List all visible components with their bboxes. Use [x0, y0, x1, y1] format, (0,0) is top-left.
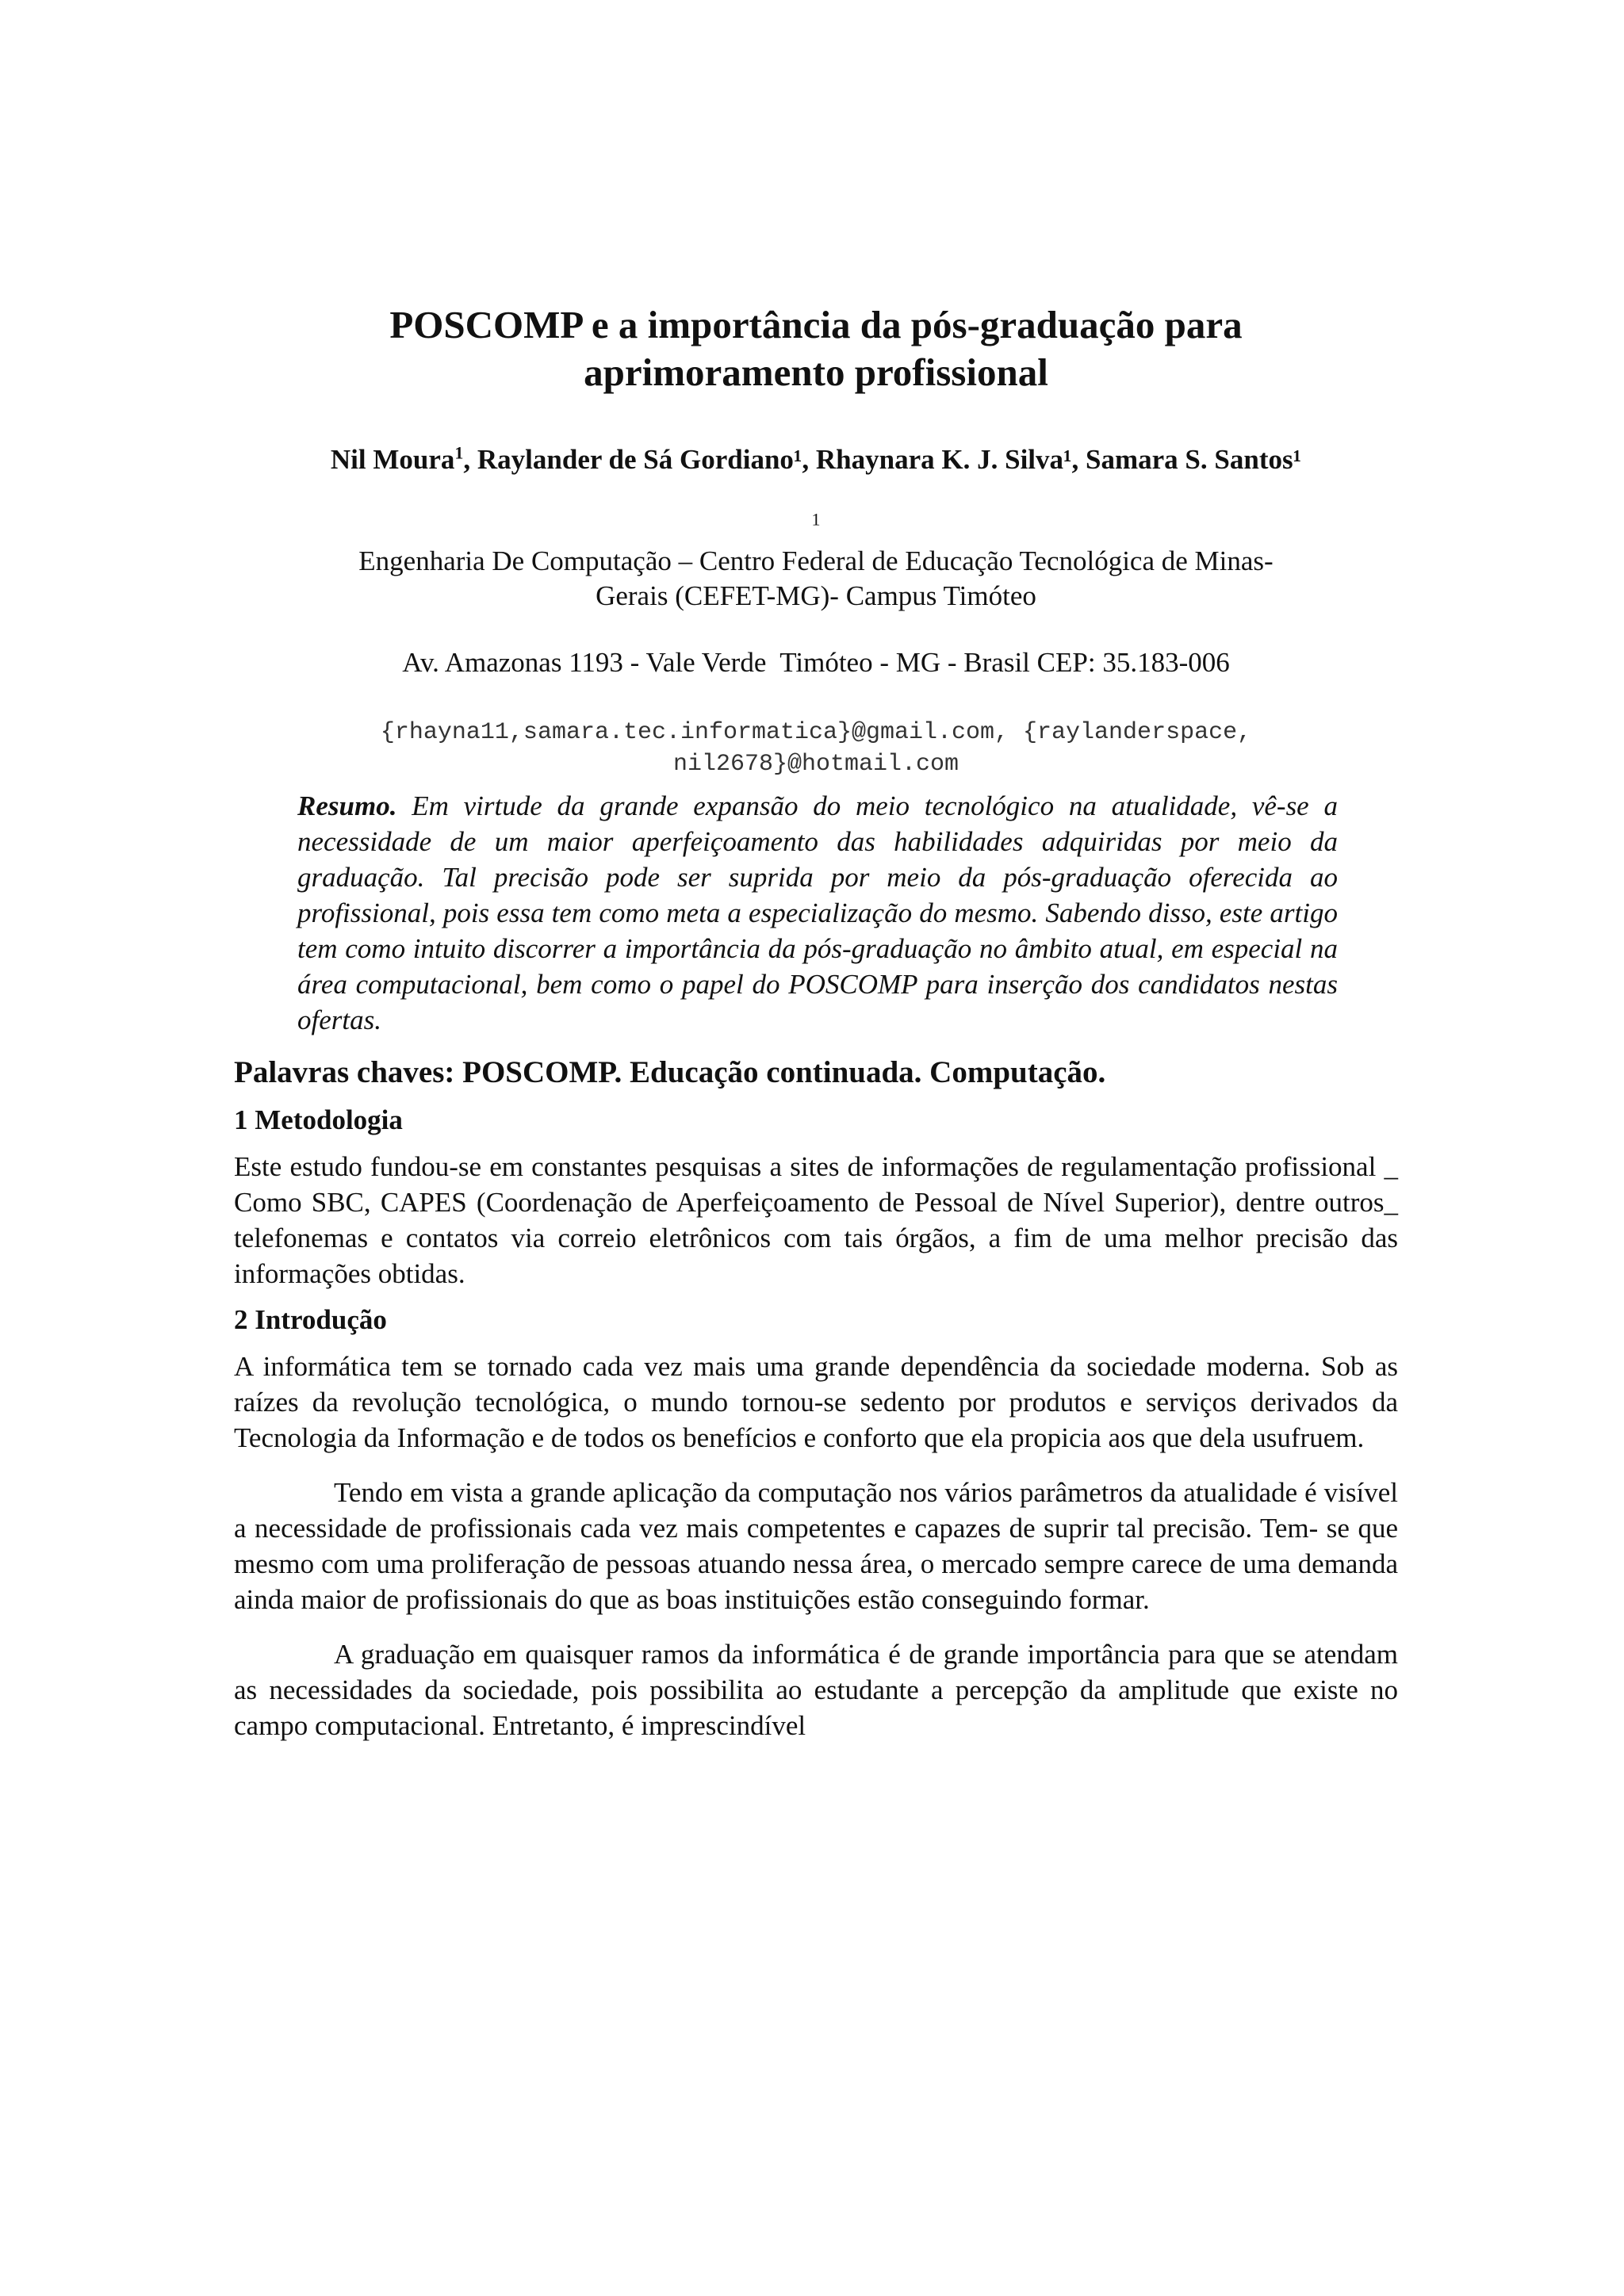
affiliation-line-2: Gerais (CEFET-MG)- Campus Timóteo [596, 580, 1036, 611]
title-line-2: aprimoramento profissional [584, 350, 1048, 394]
page-content [234, 301, 1398, 1743]
paragraph-metodologia-1: Este estudo fundou-se em constantes pesquisas a sites de informações de regulamentação profissional _ Como SBC, CAPES (Coordenação de Aperfeiçoamento de Pessoal de Nível Superior), dentre outros_ telefonemas e contatos via correio eletrônicos com tais órgãos, a fim de uma melhor precisão das informações obtidas. [234, 1151, 1398, 1289]
section-heading-metodologia: 1 Metodologia [234, 1104, 403, 1135]
email-line-1: {rhayna11,samara.tec.informatica}@gmail.com, {raylanderspace, [380, 719, 1252, 746]
title-line-1: POSCOMP e a importância da pós-graduação para [389, 303, 1243, 346]
affiliation-line-1-text: Engenharia De Computação – Centro Federal de Educação Tecnológica de Minas- [358, 545, 1274, 576]
affiliation [234, 509, 1398, 614]
abstract-label: Resumo. [297, 790, 397, 821]
author-first-affil-mark: 1 [454, 442, 464, 463]
section-heading-introducao: 2 Introdução [234, 1304, 387, 1335]
author-first: Nil Moura [330, 444, 455, 475]
abstract-text: Em virtude da grande expansão do meio tecnológico na atualidade, vê-se a necessidade de um maior aperfeiçoamento das habilidades adquiridas por meio da graduação. Tal precisão pode ser suprida por meio da pós-graduação oferecida ao profissional, pois essa tem como meta a especialização do mesmo. Sabendo disso, este artigo tem como intuito discorrer a importância da pós-graduação no âmbito atual, em especial na área computacional, bem como o papel do POSCOMP para inserção dos candidatos nestas ofertas. [297, 790, 1338, 1035]
email-list [234, 717, 1398, 780]
paper-title [234, 301, 1398, 396]
paragraph-introducao-2: Tendo em vista a grande aplicação da computação nos vários parâmetros da atualidade é visível a necessidade de profissionais cada vez mais competentes e capazes de suprir tal precisão. Tem- se que mesmo com uma proliferação de pessoas atuando nessa área, o mercado sempre carece de uma demanda ainda maior de profissionais do que as boas instituições estão conseguindo formar. [234, 1477, 1398, 1615]
postal-address: Av. Amazonas 1193 - Vale Verde Timóteo - MG - Brasil CEP: 35.183-006 [402, 647, 1230, 678]
affiliation-mark: 1 [811, 509, 821, 530]
paragraph-introducao-1: A informática tem se tornado cada vez mais uma grande dependência da sociedade moderna. Sob as raízes da revolução tecnológica, o mundo tornou-se sedento por produtos e serviços derivados da Tecnologia da Informação e de todos os benefícios e conforto que ela propicia aos que dela usufruem. [234, 1351, 1398, 1453]
affiliation-line-1 [234, 509, 1398, 579]
author-others: , Raylander de Sá Gordiano¹, Rhaynara K. J. Silva¹, Samara S. Santos¹ [463, 444, 1302, 475]
paragraph-introducao-3: A graduação em quaisquer ramos da informática é de grande importância para que se atendam as necessidades da sociedade, pois possibilita ao estudante a percepção da amplitude que existe no campo computacional. Entretanto, é imprescindível [234, 1639, 1398, 1741]
keywords: Palavras chaves: POSCOMP. Educação continuada. Computação. [234, 1055, 1106, 1089]
email-line-2: nil2678}@hotmail.com [672, 751, 959, 778]
author-list [234, 442, 1398, 477]
abstract [297, 788, 1338, 1038]
